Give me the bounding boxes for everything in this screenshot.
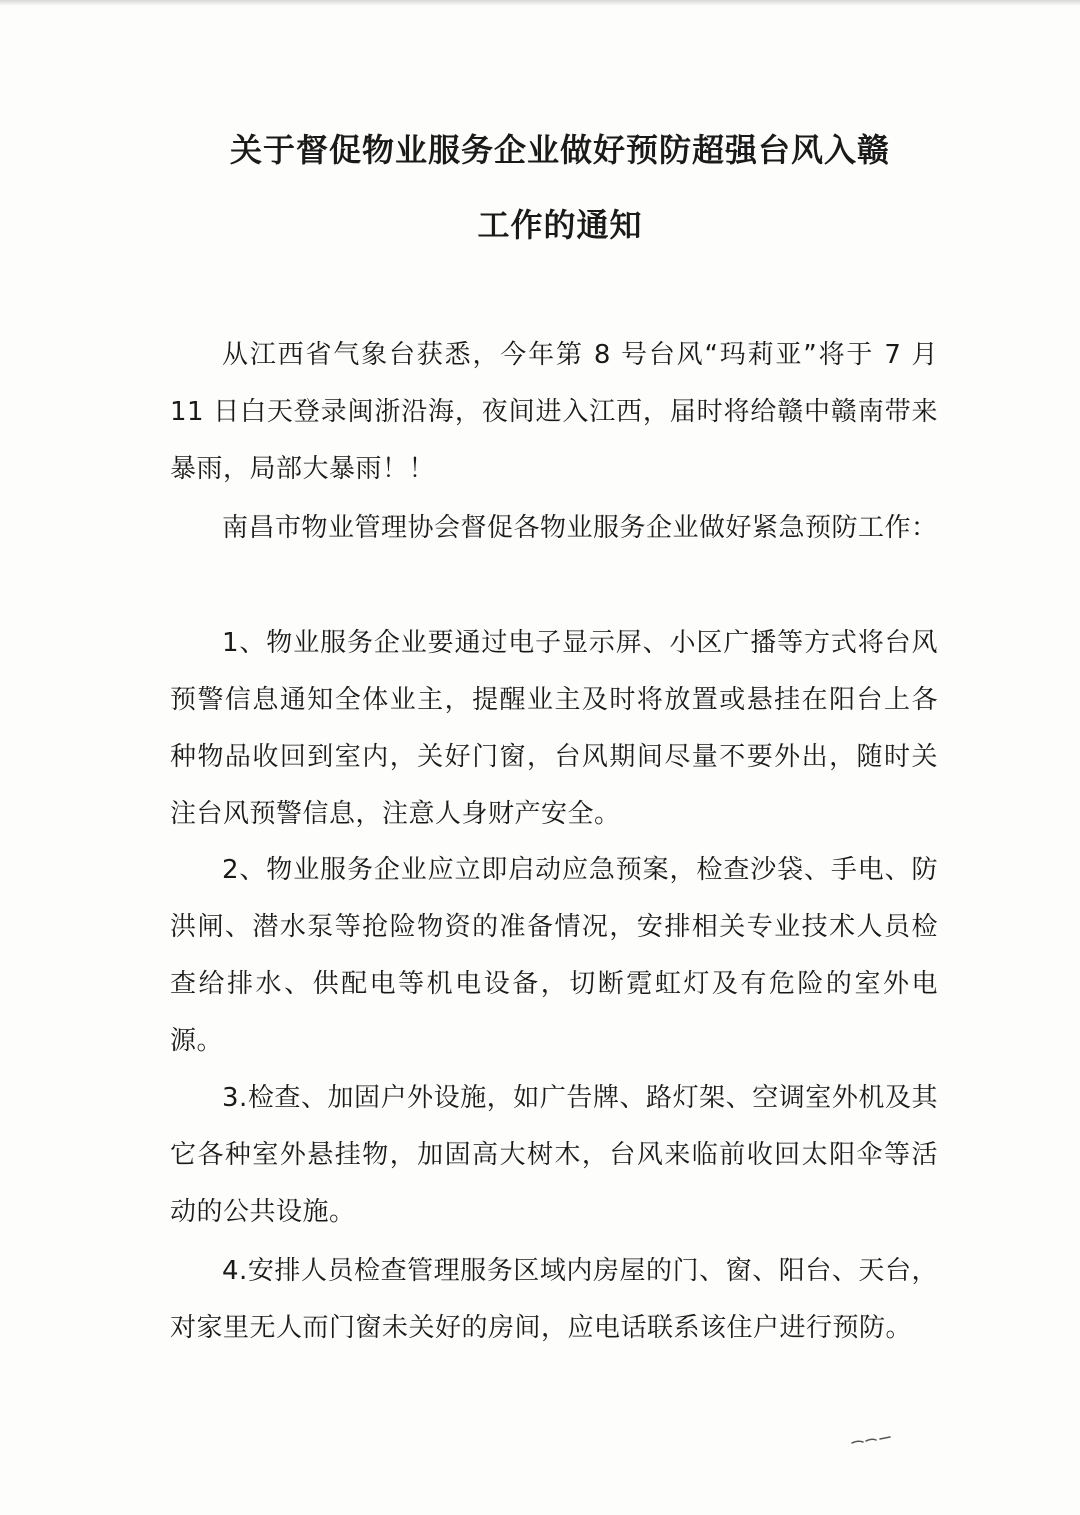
paragraph-item-4: 4.安排人员检查管理服务区域内房屋的门、窗、阳台、天台，对家里无人而门窗未关好的房间，应电话联系该住户进行预防。 <box>170 1256 938 1343</box>
ink-mark <box>850 1434 892 1446</box>
document-title-line-2: 工作的通知 <box>477 206 643 244</box>
scan-edge-shadow <box>0 0 1080 6</box>
paragraph-item-2: 2、物业服务企业应立即启动应急预案，检查沙袋、手电、防洪闸、潜水泵等抢险物资的准备情况，安排相关专业技术人员检查给排水、供配电等机电设备，切断霓虹灯及有危险的室外电源。 <box>170 855 938 1056</box>
paragraph-typhoon-forecast: 从江西省气象台获悉，今年第 8 号台风“玛莉亚”将于 7 月 11 日白天登录闽浙沿海，夜间进入江西，届时将给赣中赣南带来暴雨，局部大暴雨！！ <box>170 340 938 484</box>
paragraph-association-notice: 南昌市物业管理协会督促各物业服务企业做好紧急预防工作： <box>222 513 938 543</box>
document-title-line-1: 关于督促物业服务企业做好预防超强台风入赣 <box>229 131 890 169</box>
paragraph-item-3: 3.检查、加固户外设施，如广告牌、路灯架、空调室外机及其它各种室外悬挂物，加固高大树木，台风来临前收回太阳伞等活动的公共设施。 <box>170 1083 938 1227</box>
paragraph-item-1: 1、物业服务企业要通过电子显示屏、小区广播等方式将台风预警信息通知全体业主，提醒业主及时将放置或悬挂在阳台上各种物品收回到室内，关好门窗，台风期间尽量不要外出，随时关注台风预警信息，注意人身财产安全。 <box>170 628 938 829</box>
